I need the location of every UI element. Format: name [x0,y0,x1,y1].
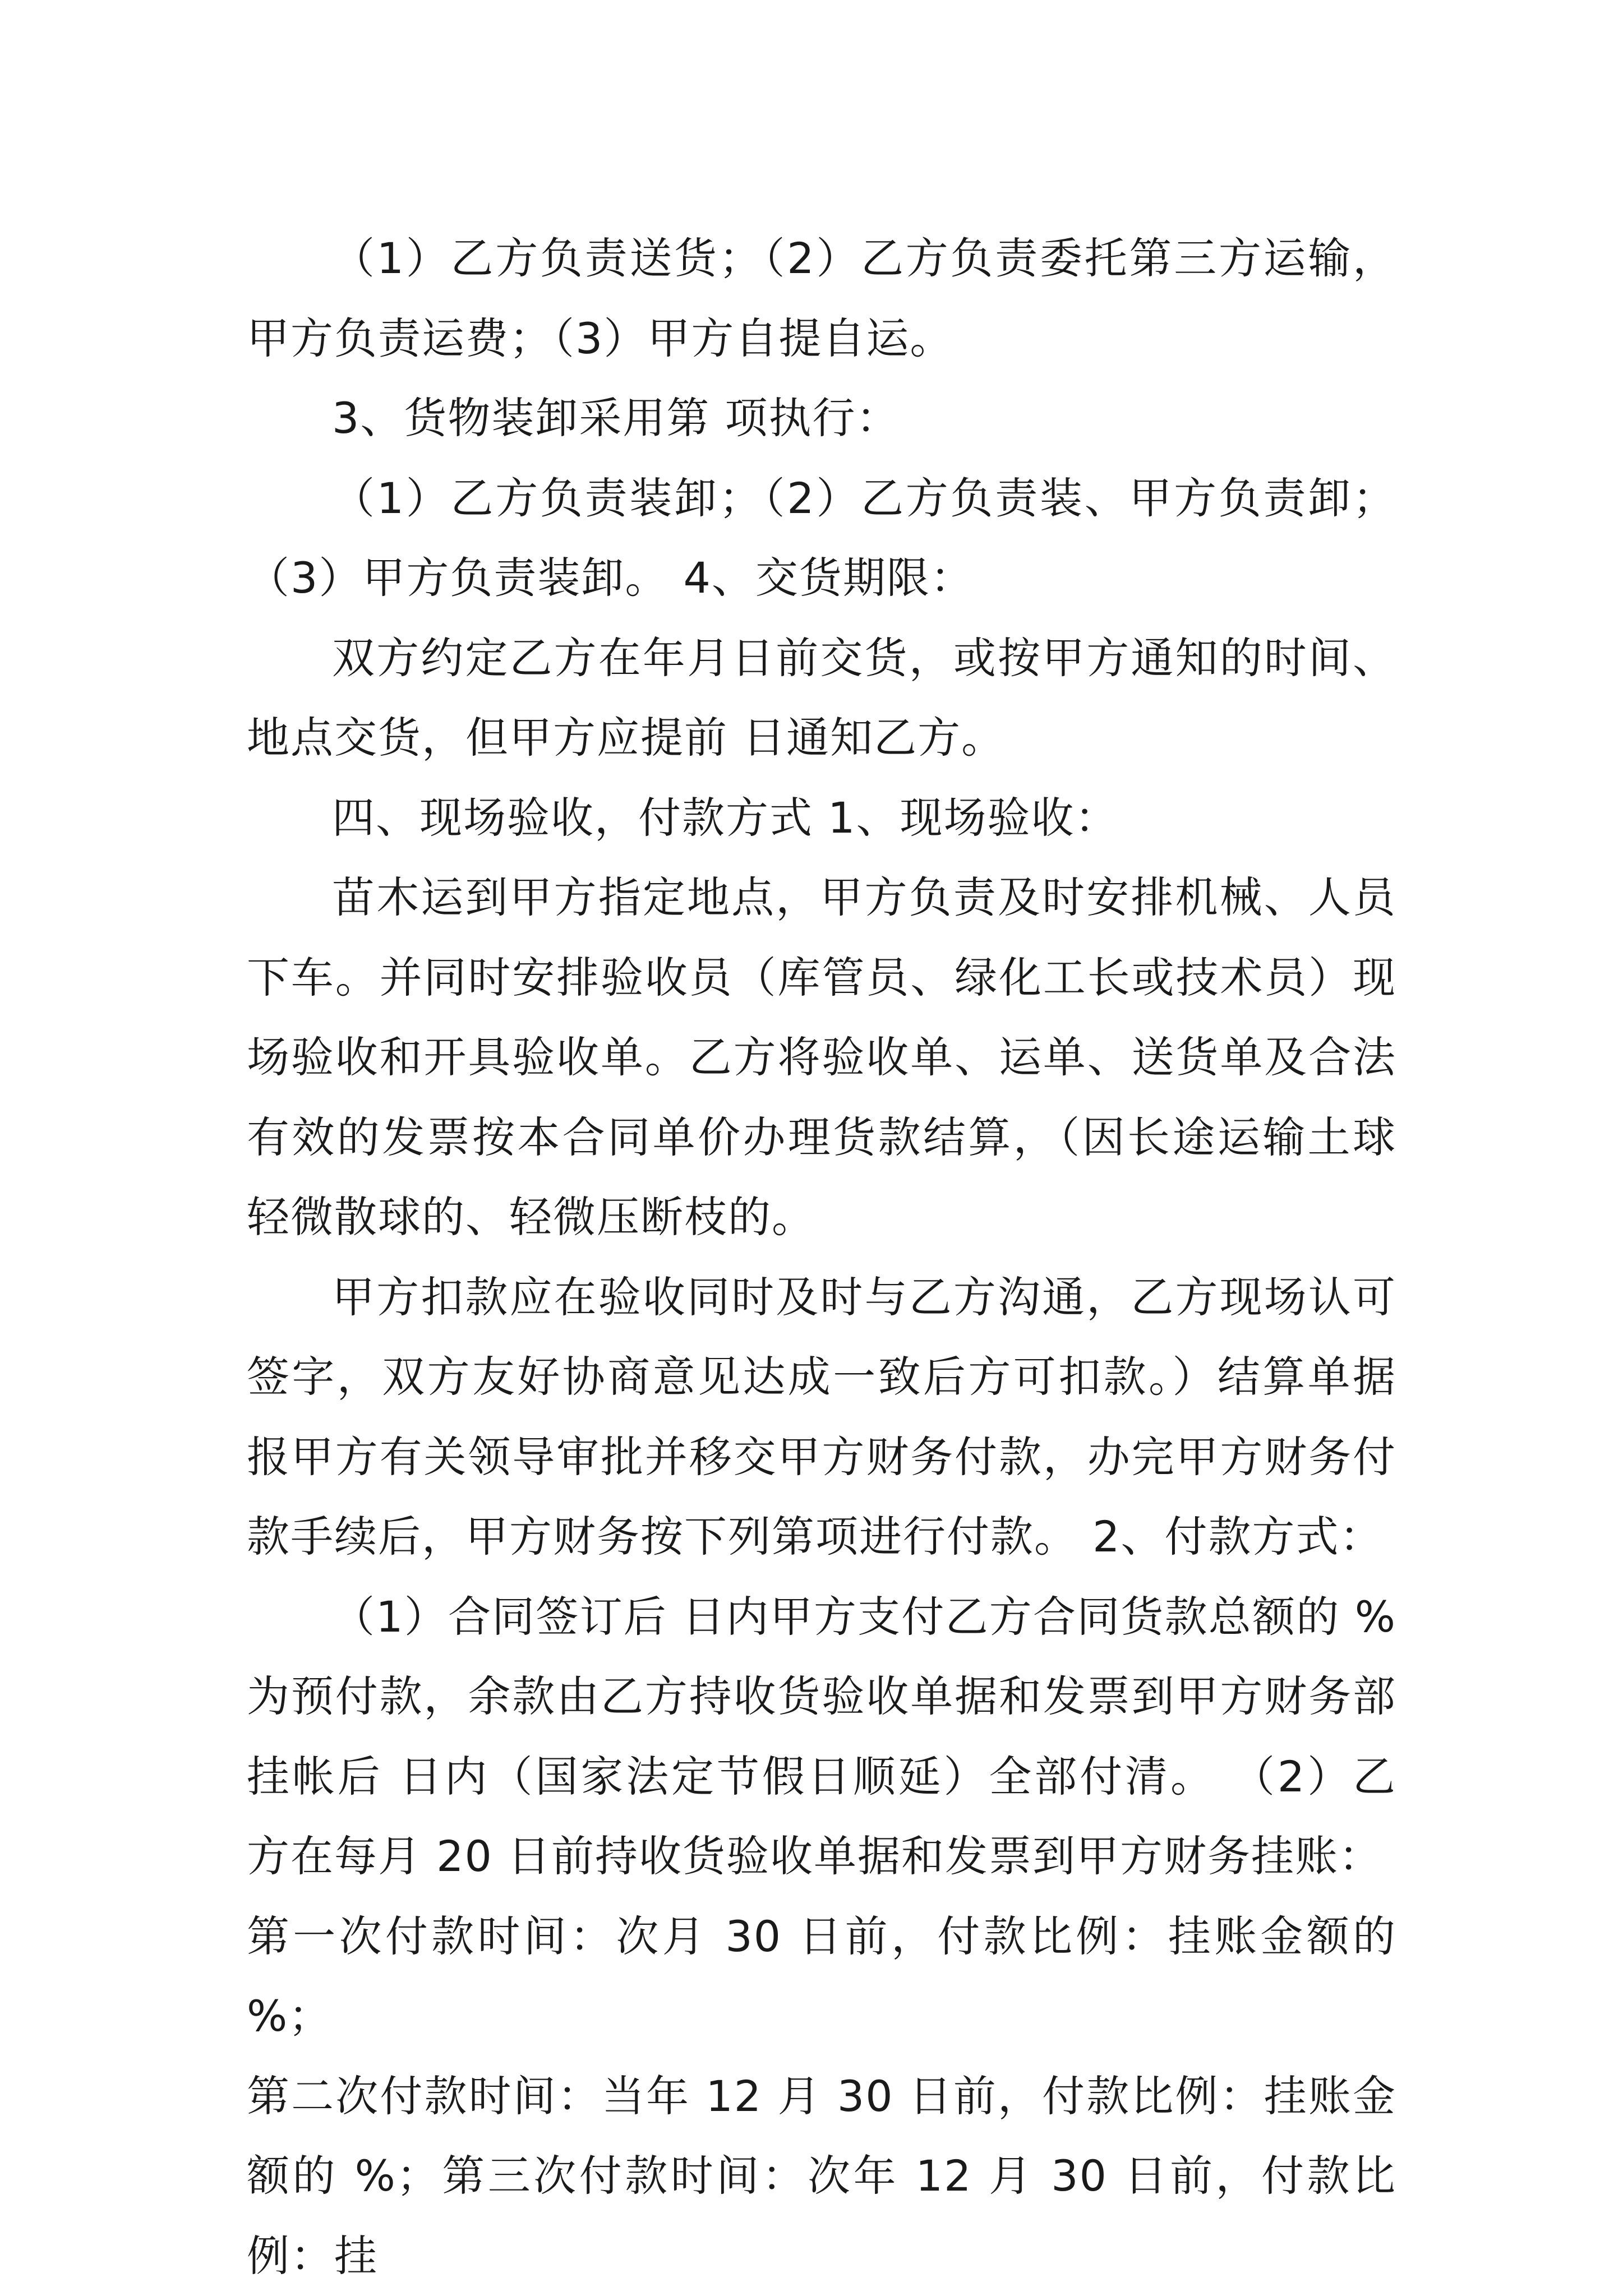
paragraph-delivery-deadline: 双方约定乙方在年月日前交货，或按甲方通知的时间、地点交货，但甲方应提前 日通知乙方。 [247,618,1396,778]
paragraph-on-site-inspection: 苗木运到甲方指定地点，甲方负责及时安排机械、人员下车。并同时安排验收员（库管员、绿化工长或技术员）现场验收和开具验收单。乙方将验收单、运单、送货单及合法有效的发票按本合同单价办理货款结算，（因长途运输土球轻微散球的、轻微压断枝的。 [247,858,1396,1258]
paragraph-deduction-settlement: 甲方扣款应在验收同时及时与乙方沟通，乙方现场认可签字，双方友好协商意见达成一致后方可扣款。）结算单据报甲方有关领导审批并移交甲方财务付款，办完甲方财务付款手续后，甲方财务按下列第项进行付款。 2、付款方式： [247,1258,1396,1577]
paragraph-payment-options: （1）合同签订后 日内甲方支付乙方合同货款总额的 %为预付款，余款由乙方持收货验收单据和发票到甲方财务部挂帐后 日内（国家法定节假日顺延）全部付清。 （2）乙方在每月 20 日前持收货验收单据和发票到甲方财务挂账： [247,1577,1396,1897]
paragraph-delivery-options: （1）乙方负责送货；（2）乙方负责委托第三方运输，甲方负责运费；（3）甲方自提自运。 [247,219,1396,378]
section-heading-inspection-payment: 四、现场验收，付款方式 1、现场验收： [247,778,1396,858]
paragraph-loading-options: （1）乙方负责装卸；（2）乙方负责装、甲方负责卸；（3）甲方负责装卸。 4、交货期限： [247,459,1396,618]
paragraph-first-payment: 第一次付款时间：次月 30 日前，付款比例：挂账金额的 %； [247,1897,1396,2057]
document-body [247,219,1396,2296]
paragraph-loading-clause: 3、货物装卸采用第 项执行： [247,378,1396,459]
paragraph-second-third-payment: 第二次付款时间：当年 12 月 30 日前，付款比例：挂账金额的 %；第三次付款时间：次年 12 月 30 日前，付款比例：挂 [247,2057,1396,2296]
